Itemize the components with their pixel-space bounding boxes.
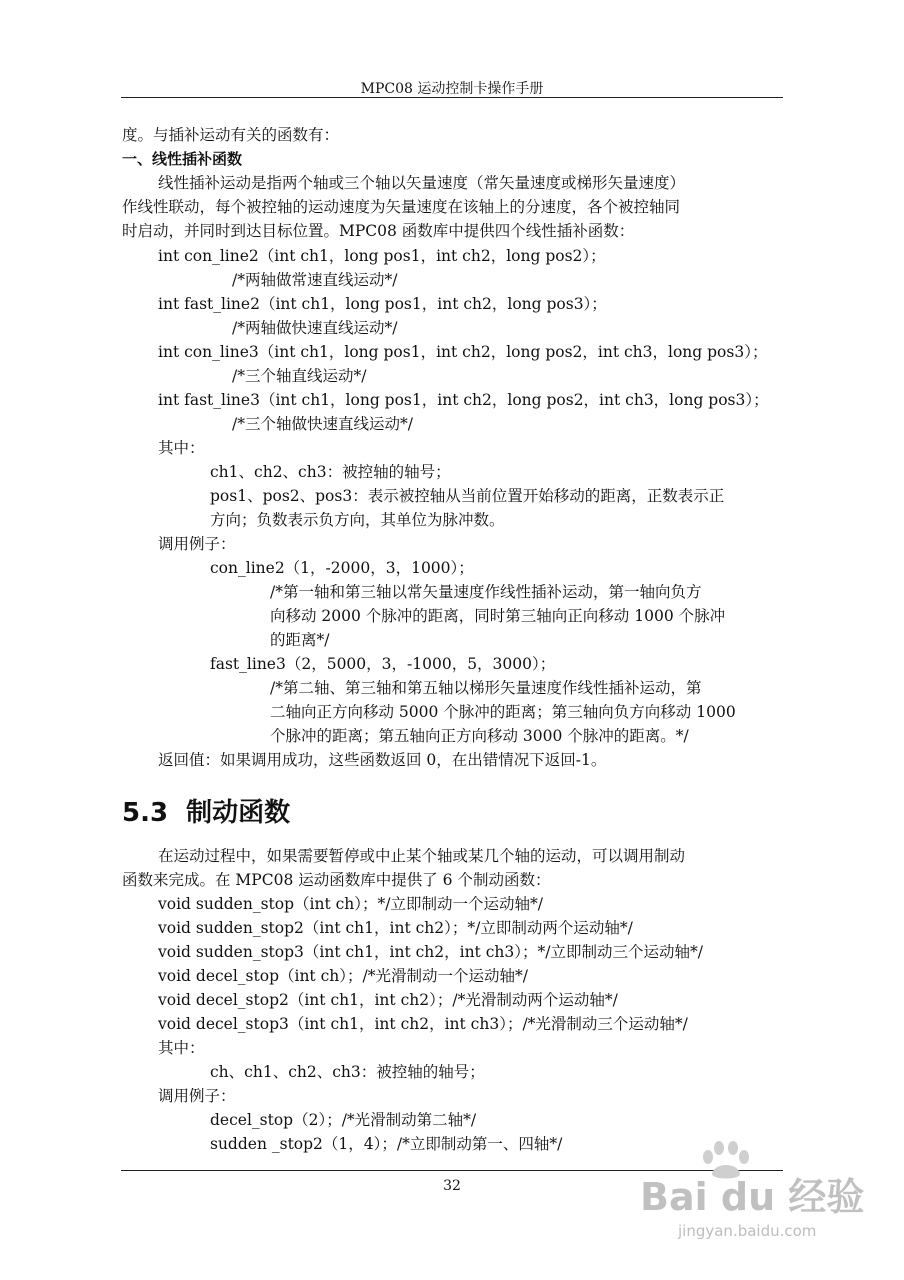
code-line: void decel_stop（int ch）；/*光滑制动一个运动轴*/ [158, 967, 528, 985]
code-comment: /*第二轴、第三轴和第五轴以梯形矢量速度作线性插补运动，第 [270, 679, 702, 697]
text-line: 调用例子： [158, 1087, 236, 1105]
watermark-brand: Bai du 经验 [640, 1175, 865, 1219]
code-comment: 向移动 2000 个脉冲的距离，同时第三轴向正向移动 1000 个脉冲 [270, 607, 726, 625]
code-line: fast_line3（2，5000，3，-1000，5，3000）； [210, 655, 556, 673]
code-comment: /*第一轴和第三轴以常矢量速度作线性插补运动，第一轴向负方 [270, 583, 702, 601]
text-line: 函数来完成。在 MPC08 运动函数库中提供了 6 个制动函数： [122, 871, 551, 889]
text-line: 返回值：如果调用成功，这些函数返回 0，在出错情况下返回-1。 [158, 751, 607, 769]
text-line: 方向；负数表示负方向，其单位为脉冲数。 [210, 511, 505, 529]
text-line: 作线性联动，每个被控轴的运动速度为矢量速度在该轴上的分速度，各个被控轴同 [122, 198, 681, 216]
header-rule [121, 97, 783, 98]
code-comment: /*两轴做常速直线运动*/ [232, 271, 398, 289]
code-line: sudden _stop2（1，4）；/*立即制动第一、四轴*/ [210, 1135, 563, 1153]
text-line: 时启动，并同时到达目标位置。MPC08 函数库中提供四个线性插补函数： [122, 222, 635, 240]
page-number: 32 [443, 1178, 461, 1194]
page-header-title: MPC08 运动控制卡操作手册 [360, 81, 544, 97]
code-line: con_line2（1，-2000，3，1000）； [210, 559, 474, 577]
section-title: 制动函数 [186, 798, 291, 828]
text-line: ch1、ch2、ch3：被控轴的轴号； [210, 463, 451, 481]
text-line: 线性插补运动是指两个轴或三个轴以矢量速度（常矢量速度或梯形矢量速度） [158, 174, 686, 192]
watermark [640, 1140, 870, 1245]
code-comment: /*三个轴做快速直线运动*/ [232, 415, 413, 433]
code-line: void decel_stop2（int ch1，int ch2）；/*光滑制动两个运动轴*/ [158, 991, 618, 1009]
code-comment: 二轴向正方向移动 5000 个脉冲的距离；第三轴向负方向移动 1000 [270, 703, 736, 721]
code-line: decel_stop（2）；/*光滑制动第二轴*/ [210, 1111, 477, 1129]
code-line: int con_line3（int ch1，long pos1，int ch2，long pos2，int ch3，long pos3）； [158, 343, 768, 361]
code-line: void sudden_stop（int ch）；*/立即制动一个运动轴*/ [158, 895, 543, 913]
code-comment: /*三个轴直线运动*/ [232, 367, 367, 385]
text-line: 调用例子： [158, 535, 236, 553]
subsection-heading: 一、线性插补函数 [122, 150, 243, 168]
text-line: 其中： [158, 439, 205, 457]
code-comment: 个脉冲的距离；第五轴向正方向移动 3000 个脉冲的距离。*/ [270, 727, 689, 745]
text-line: 其中： [158, 1039, 205, 1057]
code-line: int fast_line2（int ch1，long pos1，int ch2，long pos3）； [158, 295, 607, 313]
code-comment: 的距离*/ [270, 631, 330, 649]
section-number: 5.3 [122, 798, 169, 828]
section-heading [122, 796, 290, 830]
code-line: void decel_stop3（int ch1，int ch2，int ch3）；/*光滑制动三个运动轴*/ [158, 1015, 688, 1033]
text-line: 度。与插补运动有关的函数有： [122, 126, 340, 144]
code-comment: /*两轴做快速直线运动*/ [232, 319, 398, 337]
code-line: void sudden_stop3（int ch1，int ch2，int ch3）；*/立即制动三个运动轴*/ [158, 943, 703, 961]
text-line: 在运动过程中，如果需要暂停或中止某个轴或某几个轴的运动，可以调用制动 [158, 847, 686, 865]
code-line: int con_line2（int ch1，long pos1，int ch2，long pos2）； [158, 247, 606, 265]
code-line: int fast_line3（int ch1，long pos1，int ch2，long pos2，int ch3，long pos3）； [158, 391, 769, 409]
text-line: ch、ch1、ch2、ch3：被控轴的轴号； [210, 1063, 485, 1081]
baidu-paw-icon [698, 1140, 754, 1180]
code-line: void sudden_stop2（int ch1，int ch2）；*/立即制动两个运动轴*/ [158, 919, 633, 937]
text-line: pos1、pos2、pos3：表示被控轴从当前位置开始移动的距离，正数表示正 [210, 487, 725, 505]
watermark-site: jingyan.baidu.com [678, 1222, 817, 1240]
